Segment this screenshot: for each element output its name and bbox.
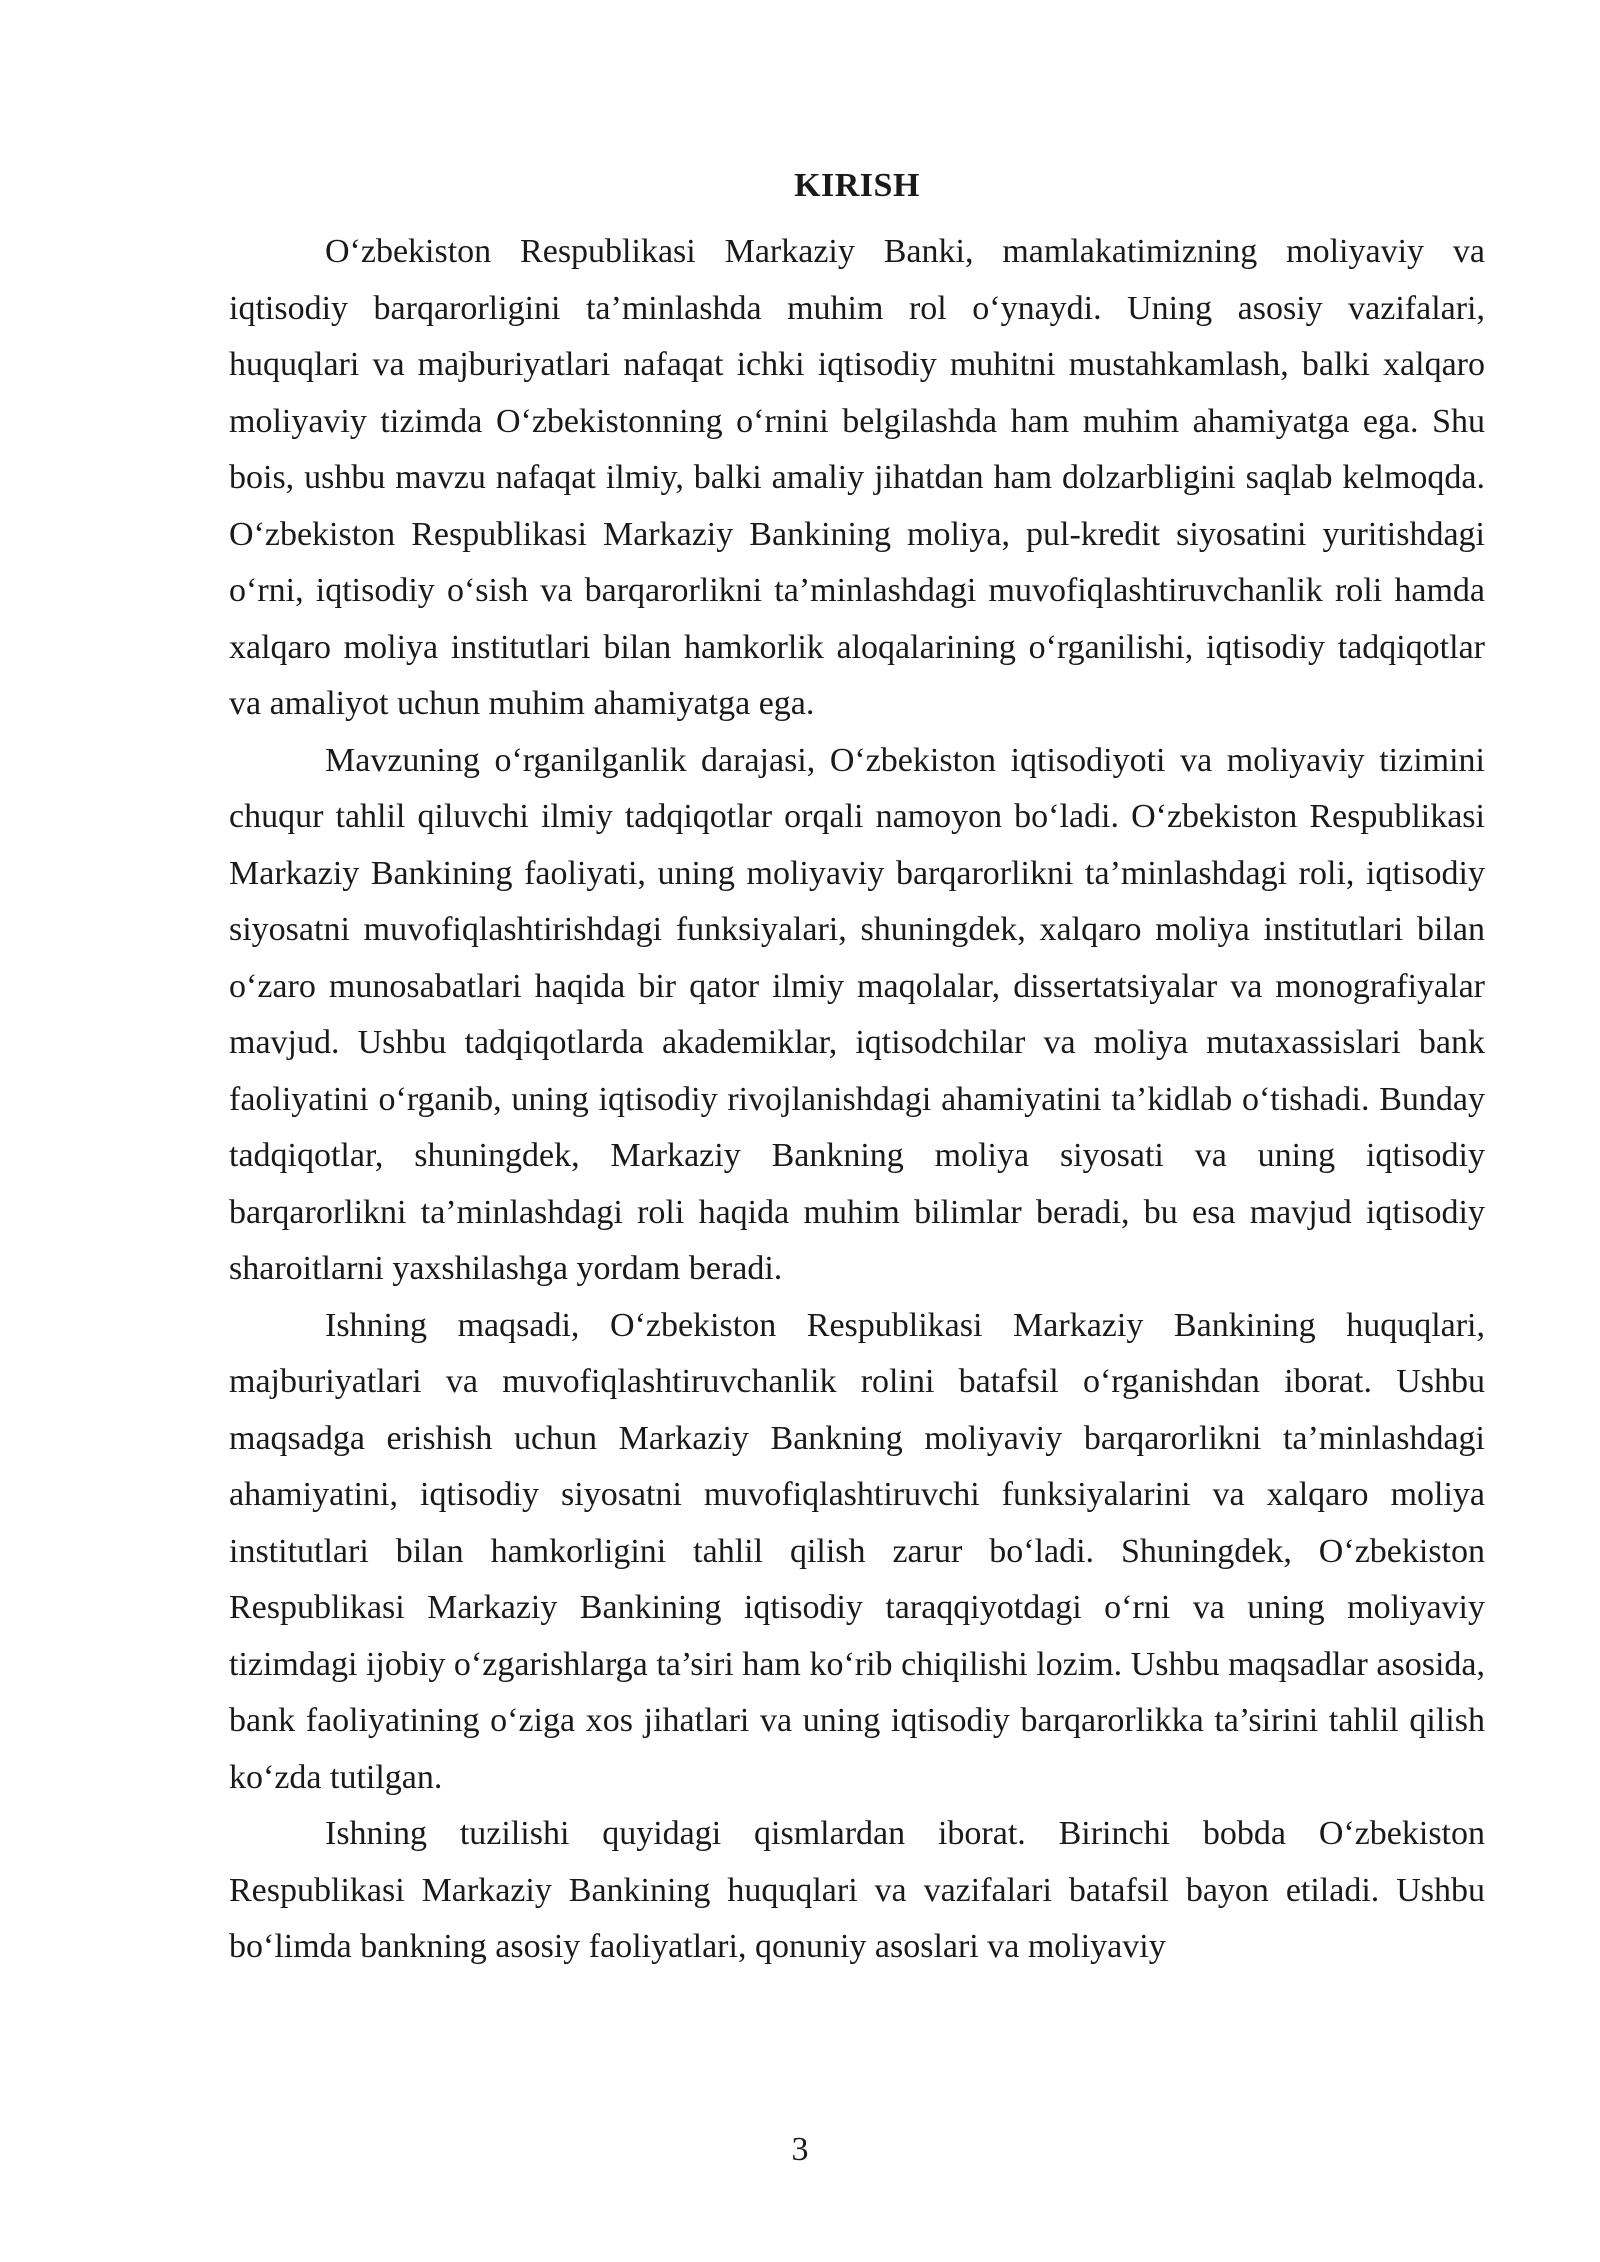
document-page [229,150,1485,1976]
paragraph-introduction: O‘zbekiston Respublikasi Markaziy Banki, mamlakatimizning moliyaviy va iqtisodiy barqarorligini ta’minlashda muhim rol o‘ynaydi. Uning asosiy vazifalari, huquqlari va majburiyatlari nafaqat ichki iqtisodiy muhitni mustahkamlash, balki xalqaro moliyaviy tizimda O‘zbekistonning o‘rnini belgilashda ham muhim ahamiyatga ega. Shu bois, ushbu mavzu nafaqat ilmiy, balki amaliy jihatdan ham dolzarbligini saqlab kelmoqda. O‘zbekiston Respublikasi Markaziy Bankining moliya, pul-kredit siyosatini yuritishdagi o‘rni, iqtisodiy o‘sish va barqarorlikni ta’minlashdagi muvofiqlashtiruvchanlik roli hamda xalqaro moliya institutlari bilan hamkorlik aloqalarining o‘rganilishi, iqtisodiy tadqiqotlar va amaliyot uchun muhim ahamiyatga ega. [229,233,1485,722]
paragraph-structure: Ishning tuzilishi quyidagi qismlardan iborat. Birinchi bobda O‘zbekiston Respublikasi Markaziy Bankining huquqlari va vazifalari batafsil bayon etiladi. Ushbu bo‘limda bankning asosiy faoliyatlari, qonuniy asoslari va moliyaviy [229,1815,1485,1965]
paragraph-goal: Ishning maqsadi, O‘zbekiston Respublikasi Markaziy Bankining huquqlari, majburiyatlari va muvofiqlashtiruvchanlik rolini batafsil o‘rganishdan iborat. Ushbu maqsadga erishish uchun Markaziy Bankning moliyaviy barqarorlikni ta’minlashdagi ahamiyatini, iqtisodiy siyosatni muvofiqlashtiruvchi funksiyalarini va xalqaro moliya institutlari bilan hamkorligini tahlil qilish zarur bo‘ladi. Shuningdek, O‘zbekiston Respublikasi Markaziy Bankining iqtisodiy taraqqiyotdagi o‘rni va uning moliyaviy tizimdagi ijobiy o‘zgarishlarga ta’siri ham ko‘rib chiqilishi lozim. Ushbu maqsadlar asosida, bank faoliyatining o‘ziga xos jihatlari va uning iqtisodiy barqarorlikka ta’sirini tahlil qilish ko‘zda tutilgan. [229,1306,1485,1796]
section-title: KIRISH [794,167,920,204]
paragraph-study-level: Mavzuning o‘rganilganlik darajasi, O‘zbekiston iqtisodiyoti va moliyaviy tizimini chuqur tahlil qiluvchi ilmiy tadqiqotlar orqali namoyon bo‘ladi. O‘zbekiston Respublikasi Markaziy Bankining faoliyati, uning moliyaviy barqarorlikni ta’minlashdagi roli, iqtisodiy siyosatni muvofiqlashtirishdagi funksiyalari, shuningdek, xalqaro moliya institutlari bilan o‘zaro munosabatlari haqida bir qator ilmiy maqolalar, dissertatsiyalar va monografiyalar mavjud. Ushbu tadqiqotlarda akademiklar, iqtisodchilar va moliya mutaxassislari bank faoliyatini o‘rganib, uning iqtisodiy rivojlanishdagi ahamiyatini ta’kidlab o‘tishadi. Bunday tadqiqotlar, shuningdek, Markaziy Bankning moliya siyosati va uning iqtisodiy barqarorlikni ta’minlashdagi roli haqida muhim bilimlar beradi, bu esa mavjud iqtisodiy sharoitlarni yaxshilashga yordam beradi. [229,741,1485,1287]
page-number: 3 [791,2131,809,2168]
